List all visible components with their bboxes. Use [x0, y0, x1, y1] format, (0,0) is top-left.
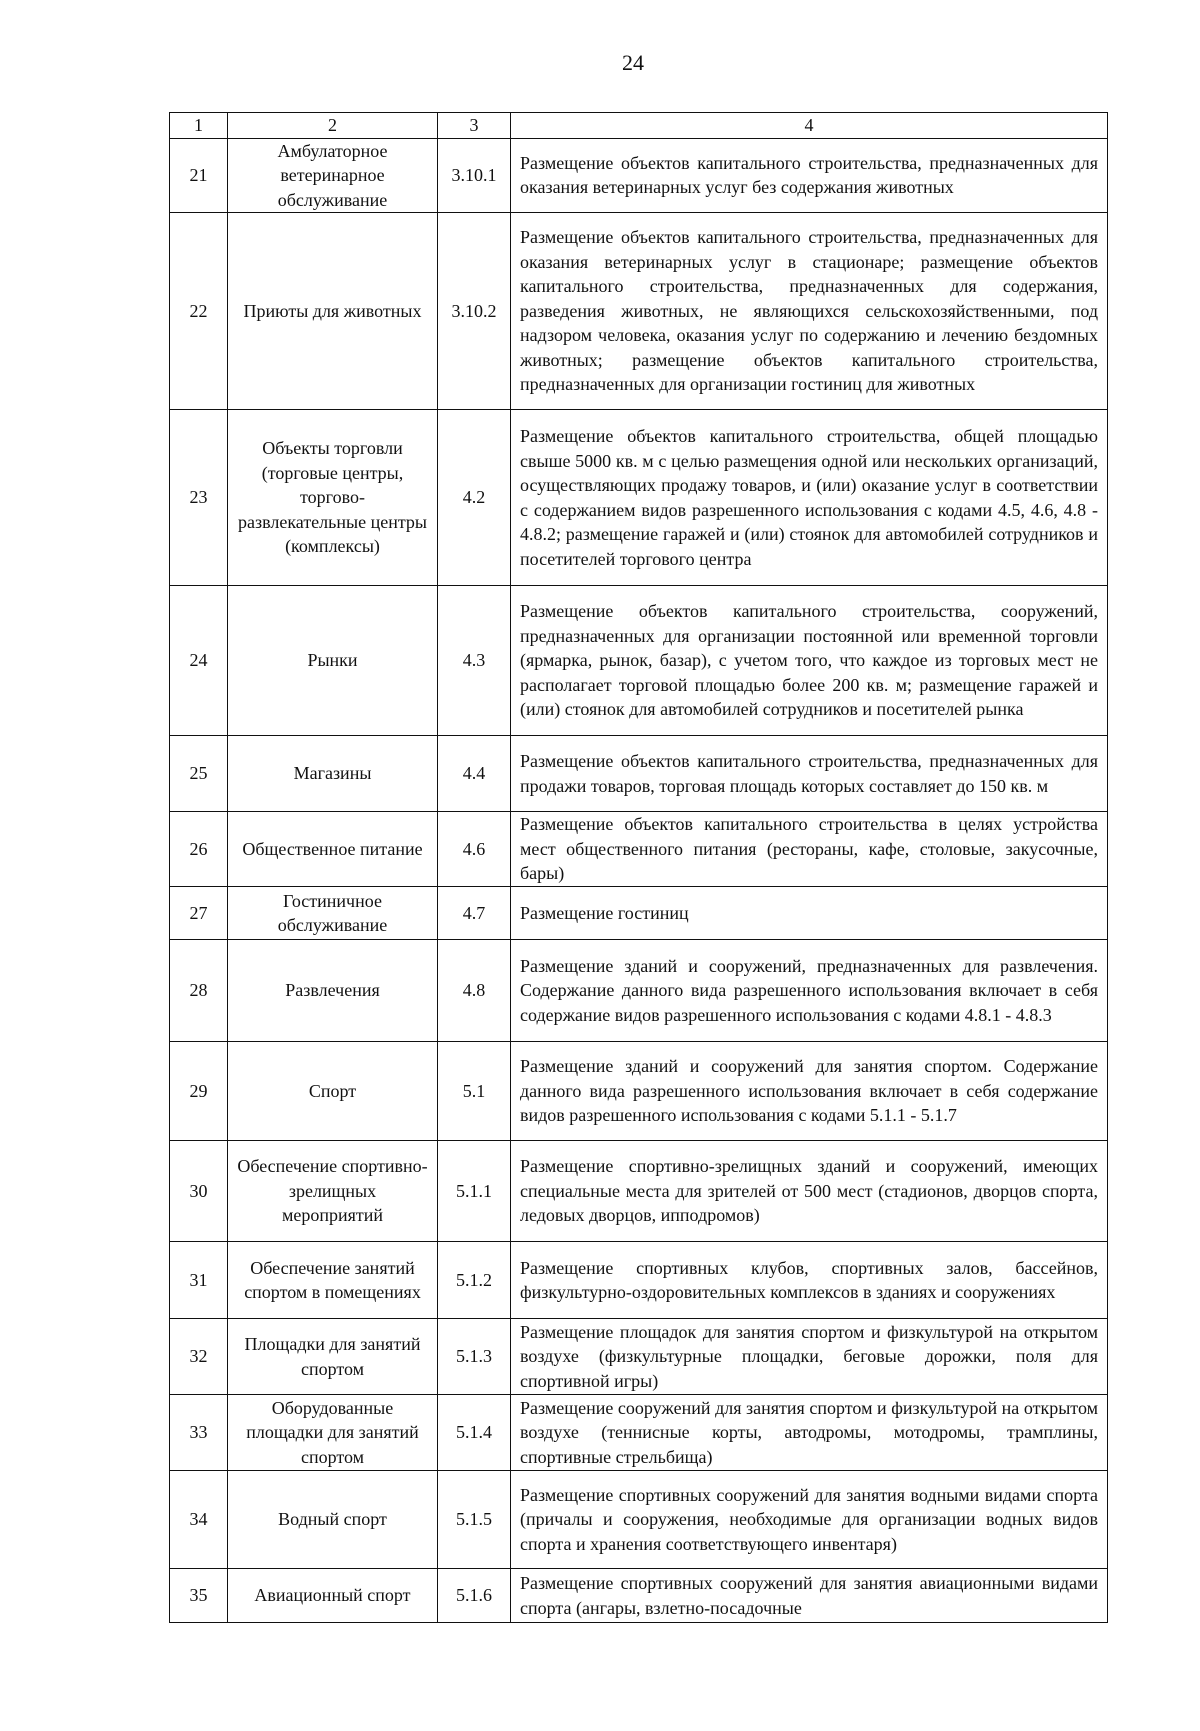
table-row	[170, 1395, 1108, 1471]
row-number: 35	[170, 1569, 228, 1623]
use-type-name: Рынки	[228, 586, 438, 736]
use-type-code: 5.1.3	[438, 1319, 511, 1395]
table-row	[170, 1319, 1108, 1395]
table-row	[170, 940, 1108, 1042]
table-row	[170, 1042, 1108, 1141]
row-number: 33	[170, 1395, 228, 1471]
row-number: 26	[170, 812, 228, 887]
table-row	[170, 586, 1108, 736]
use-type-description: Размещение спортивных клубов, спортивных залов, бассейнов, физкультурно-оздоровительных комплексов в зданиях и сооружениях	[511, 1242, 1108, 1319]
table-row	[170, 736, 1108, 812]
row-number: 27	[170, 887, 228, 940]
column-header: 4	[511, 113, 1108, 139]
use-type-description: Размещение площадок для занятия спортом и физкультурой на открытом воздухе (физкультурные площадки, беговые дорожки, поля для спортивной игры)	[511, 1319, 1108, 1395]
use-type-name: Спорт	[228, 1042, 438, 1141]
use-type-code: 4.3	[438, 586, 511, 736]
use-type-code: 5.1.1	[438, 1141, 511, 1242]
use-type-description: Размещение объектов капитального строительства, предназначенных для оказания ветеринарных услуг без содержания животных	[511, 138, 1108, 213]
table-row	[170, 1242, 1108, 1319]
row-number: 21	[170, 138, 228, 213]
use-type-description: Размещение объектов капитального строительства, сооружений, предназначенных для организации постоянной или временной торговли (ярмарка, рынок, базар), с учетом того, что каждое из торговых мест не располагает торговой площадью более 200 кв. м; размещение гаражей и (или) стоянок для автомобилей сотрудников и посетителей рынка	[511, 586, 1108, 736]
use-type-name: Обеспечение занятий спортом в помещениях	[228, 1242, 438, 1319]
use-type-code: 4.6	[438, 812, 511, 887]
row-number: 24	[170, 586, 228, 736]
use-type-description: Размещение объектов капитального строительства, предназначенных для оказания ветеринарных услуг в стационаре; размещение объектов капитального строительства, предназначенных для содержания, разведения животных, не являющихся сельскохозяйственными, под надзором человека, оказания услуг по содержанию и лечению бездомных животных; размещение объектов капитального строительства, предназначенных для организации гостиниц для животных	[511, 213, 1108, 410]
use-type-name: Площадки для занятий спортом	[228, 1319, 438, 1395]
table-row	[170, 812, 1108, 887]
land-use-table	[169, 112, 1108, 1623]
table-row	[170, 410, 1108, 586]
use-type-code: 3.10.2	[438, 213, 511, 410]
use-type-name: Приюты для животных	[228, 213, 438, 410]
use-type-name: Авиационный спорт	[228, 1569, 438, 1623]
page-number: 24	[622, 50, 644, 75]
column-header: 1	[170, 113, 228, 139]
use-type-code: 4.7	[438, 887, 511, 940]
table-row	[170, 1141, 1108, 1242]
row-number: 28	[170, 940, 228, 1042]
use-type-description: Размещение объектов капитального строительства, предназначенных для продажи товаров, торговая площадь которых составляет до 150 кв. м	[511, 736, 1108, 812]
row-number: 23	[170, 410, 228, 586]
use-type-description: Размещение гостиниц	[511, 887, 1108, 940]
use-type-code: 4.4	[438, 736, 511, 812]
use-type-name: Водный спорт	[228, 1471, 438, 1569]
use-type-name: Обеспечение спортивно-зрелищных мероприятий	[228, 1141, 438, 1242]
row-number: 31	[170, 1242, 228, 1319]
row-number: 25	[170, 736, 228, 812]
use-type-code: 3.10.1	[438, 138, 511, 213]
use-type-name: Развлечения	[228, 940, 438, 1042]
use-type-description: Размещение спортивных сооружений для занятия водными видами спорта (причалы и сооружения, необходимые для организации водных видов спорта и хранения соответствующего инвентаря)	[511, 1471, 1108, 1569]
use-type-description: Размещение зданий и сооружений для занятия спортом. Содержание данного вида разрешенного использования включает в себя содержание видов разрешенного использования с кодами 5.1.1 - 5.1.7	[511, 1042, 1108, 1141]
use-type-code: 5.1	[438, 1042, 511, 1141]
table-row	[170, 138, 1108, 213]
use-type-description: Размещение объектов капитального строительства, общей площадью свыше 5000 кв. м с целью размещения одной или нескольких организаций, осуществляющих продажу товаров, и (или) оказание услуг в соответствии с содержанием видов разрешенного использования с кодами 4.5, 4.6, 4.8 - 4.8.2; размещение гаражей и (или) стоянок для автомобилей сотрудников и посетителей торгового центра	[511, 410, 1108, 586]
table-row	[170, 1471, 1108, 1569]
table-row	[170, 1569, 1108, 1623]
use-type-description: Размещение спортивных сооружений для занятия авиационными видами спорта (ангары, взлетно-посадочные	[511, 1569, 1108, 1623]
row-number: 30	[170, 1141, 228, 1242]
use-type-name: Общественное питание	[228, 812, 438, 887]
row-number: 29	[170, 1042, 228, 1141]
table-header-row	[170, 113, 1108, 139]
use-type-code: 5.1.2	[438, 1242, 511, 1319]
use-type-description: Размещение зданий и сооружений, предназначенных для развлечения. Содержание данного вида разрешенного использования включает в себя содержание видов разрешенного использования с кодами 4.8.1 - 4.8.3	[511, 940, 1108, 1042]
use-type-name: Амбулаторное ветеринарное обслуживание	[228, 138, 438, 213]
table-row	[170, 213, 1108, 410]
use-type-name: Оборудованные площадки для занятий спортом	[228, 1395, 438, 1471]
use-type-name: Объекты торговли (торговые центры, торгово-развлекательные центры (комплексы)	[228, 410, 438, 586]
use-type-code: 5.1.4	[438, 1395, 511, 1471]
row-number: 22	[170, 213, 228, 410]
use-type-code: 5.1.5	[438, 1471, 511, 1569]
column-header: 3	[438, 113, 511, 139]
use-type-name: Магазины	[228, 736, 438, 812]
row-number: 34	[170, 1471, 228, 1569]
use-type-name: Гостиничное обслуживание	[228, 887, 438, 940]
use-type-code: 5.1.6	[438, 1569, 511, 1623]
column-header: 2	[228, 113, 438, 139]
row-number: 32	[170, 1319, 228, 1395]
use-type-description: Размещение спортивно-зрелищных зданий и сооружений, имеющих специальные места для зрителей от 500 мест (стадионов, дворцов спорта, ледовых дворцов, ипподромов)	[511, 1141, 1108, 1242]
use-type-code: 4.2	[438, 410, 511, 586]
use-type-description: Размещение сооружений для занятия спортом и физкультурой на открытом воздухе (теннисные корты, автодромы, мотодромы, трамплины, спортивные стрельбища)	[511, 1395, 1108, 1471]
use-type-description: Размещение объектов капитального строительства в целях устройства мест общественного питания (рестораны, кафе, столовые, закусочные, бары)	[511, 812, 1108, 887]
table-row	[170, 887, 1108, 940]
use-type-code: 4.8	[438, 940, 511, 1042]
